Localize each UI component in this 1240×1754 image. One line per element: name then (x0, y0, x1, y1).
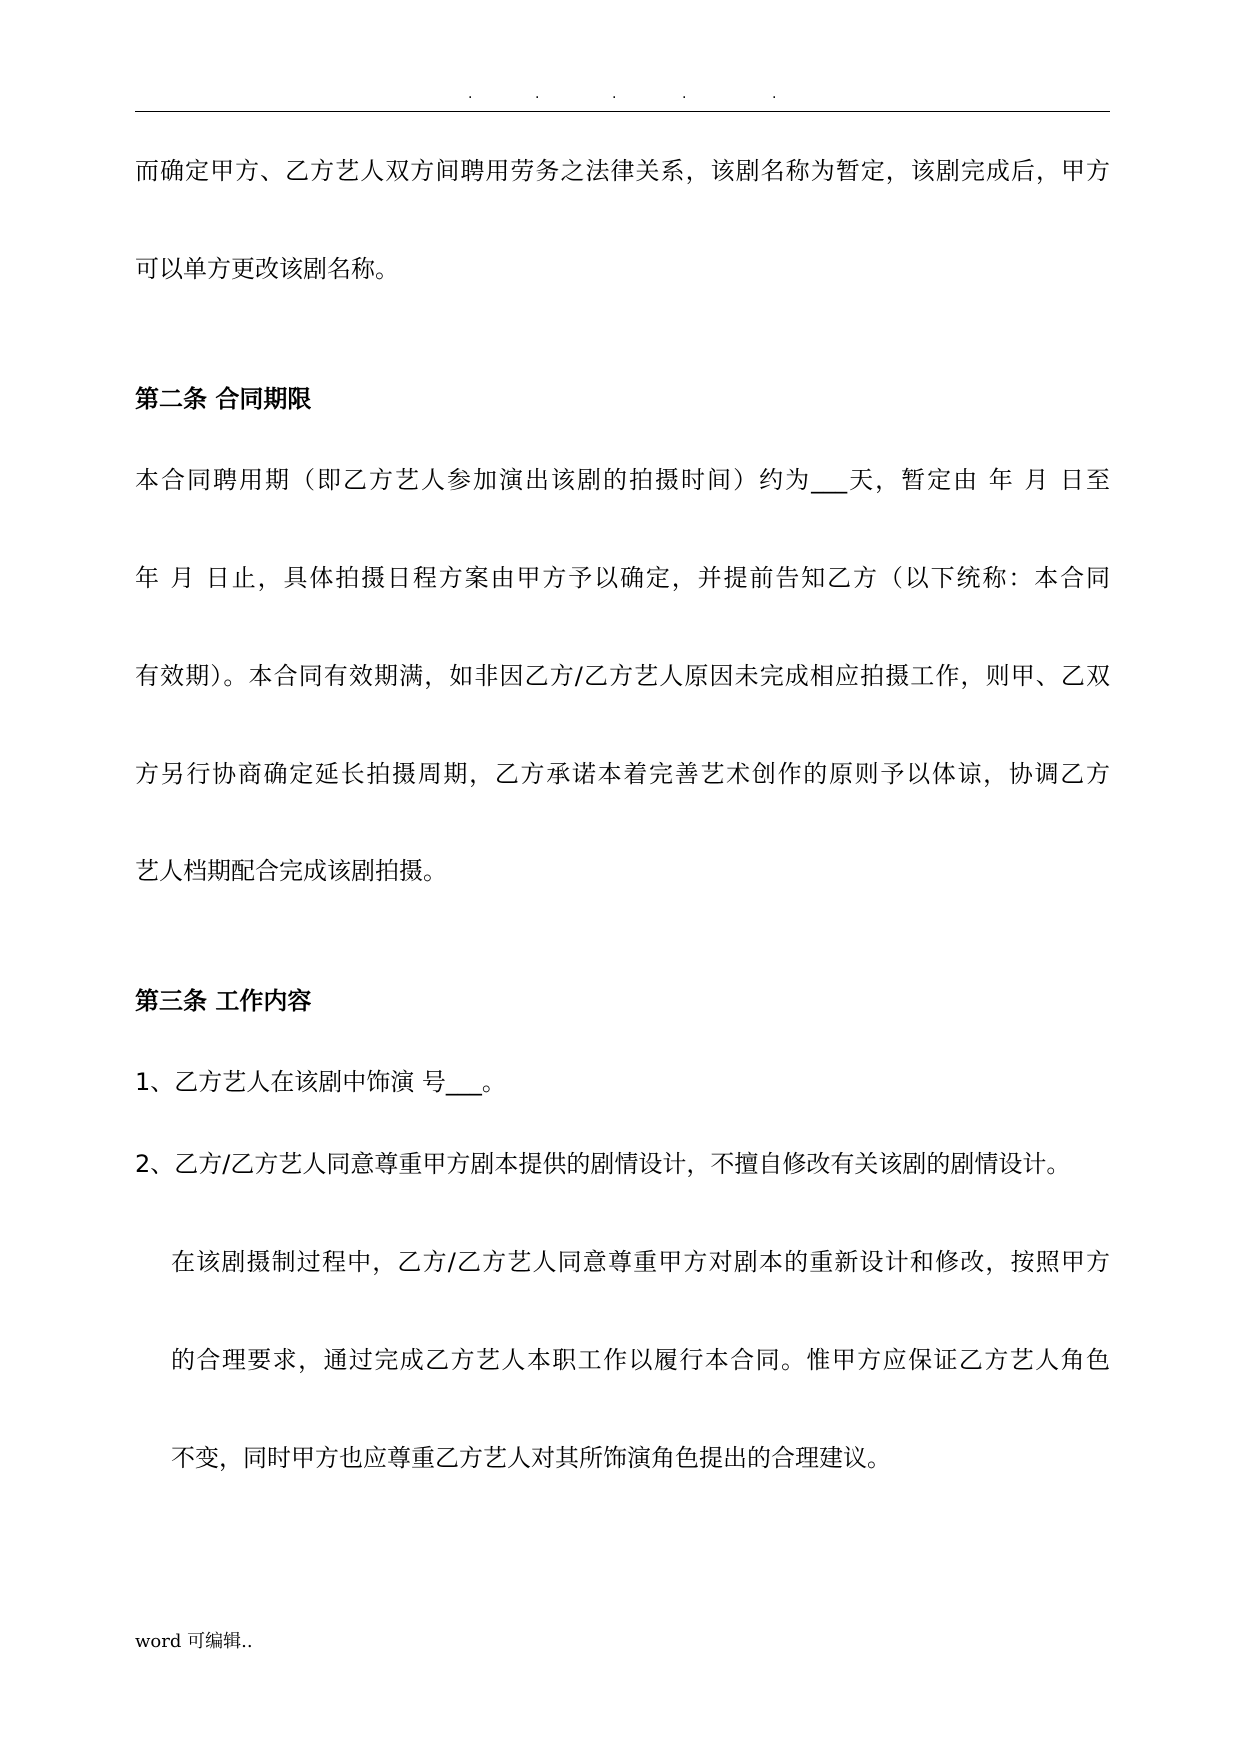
article-3-item-1: 1、乙方艺人在该剧中饰演 号___。 (135, 1068, 506, 1096)
article-3-item-2-line: 在该剧摄制过程中，乙方/乙方艺人同意尊重甲方对剧本的重新设计和修改，按照甲方 (171, 1248, 1110, 1276)
article-2-line: 艺人档期配合完成该剧拍摄。 (135, 857, 447, 885)
article-3-heading: 第三条 工作内容 (135, 987, 312, 1015)
header-dot: . (468, 86, 473, 102)
header-rule (135, 111, 1110, 112)
article-3-item-2-line: 不变，同时甲方也应尊重乙方艺人对其所饰演角色提出的合理建议。 (171, 1444, 891, 1472)
header-dots (135, 84, 1110, 108)
header-dot: . (772, 86, 777, 102)
body-line: 可以单方更改该剧名称。 (135, 255, 399, 283)
article-2-line: 本合同聘用期（即乙方艺人参加演出该剧的拍摄时间）约为___天，暂定由 年 月 日至 (135, 466, 1110, 494)
footer-text: word 可编辑.. (135, 1631, 253, 1652)
header-dot: . (535, 86, 540, 102)
body-line: 而确定甲方、乙方艺人双方间聘用劳务之法律关系，该剧名称为暂定，该剧完成后，甲方 (135, 157, 1110, 185)
article-3-item-2-line: 的合理要求，通过完成乙方艺人本职工作以履行本合同。惟甲方应保证乙方艺人角色 (171, 1346, 1110, 1374)
article-2-heading: 第二条 合同期限 (135, 385, 312, 413)
article-2-line: 年 月 日止，具体拍摄日程方案由甲方予以确定，并提前告知乙方（以下统称：本合同 (135, 564, 1110, 592)
header-dot: . (612, 86, 617, 102)
article-2-line: 有效期）。本合同有效期满，如非因乙方/乙方艺人原因未完成相应拍摄工作，则甲、乙双 (135, 662, 1110, 690)
header-dot: . (682, 86, 687, 102)
article-2-line: 方另行协商确定延长拍摄周期，乙方承诺本着完善艺术创作的原则予以体谅，协调乙方 (135, 760, 1110, 788)
article-3-item-2: 2、乙方/乙方艺人同意尊重甲方剧本提供的剧情设计，不擅自修改有关该剧的剧情设计。 (135, 1150, 1071, 1178)
